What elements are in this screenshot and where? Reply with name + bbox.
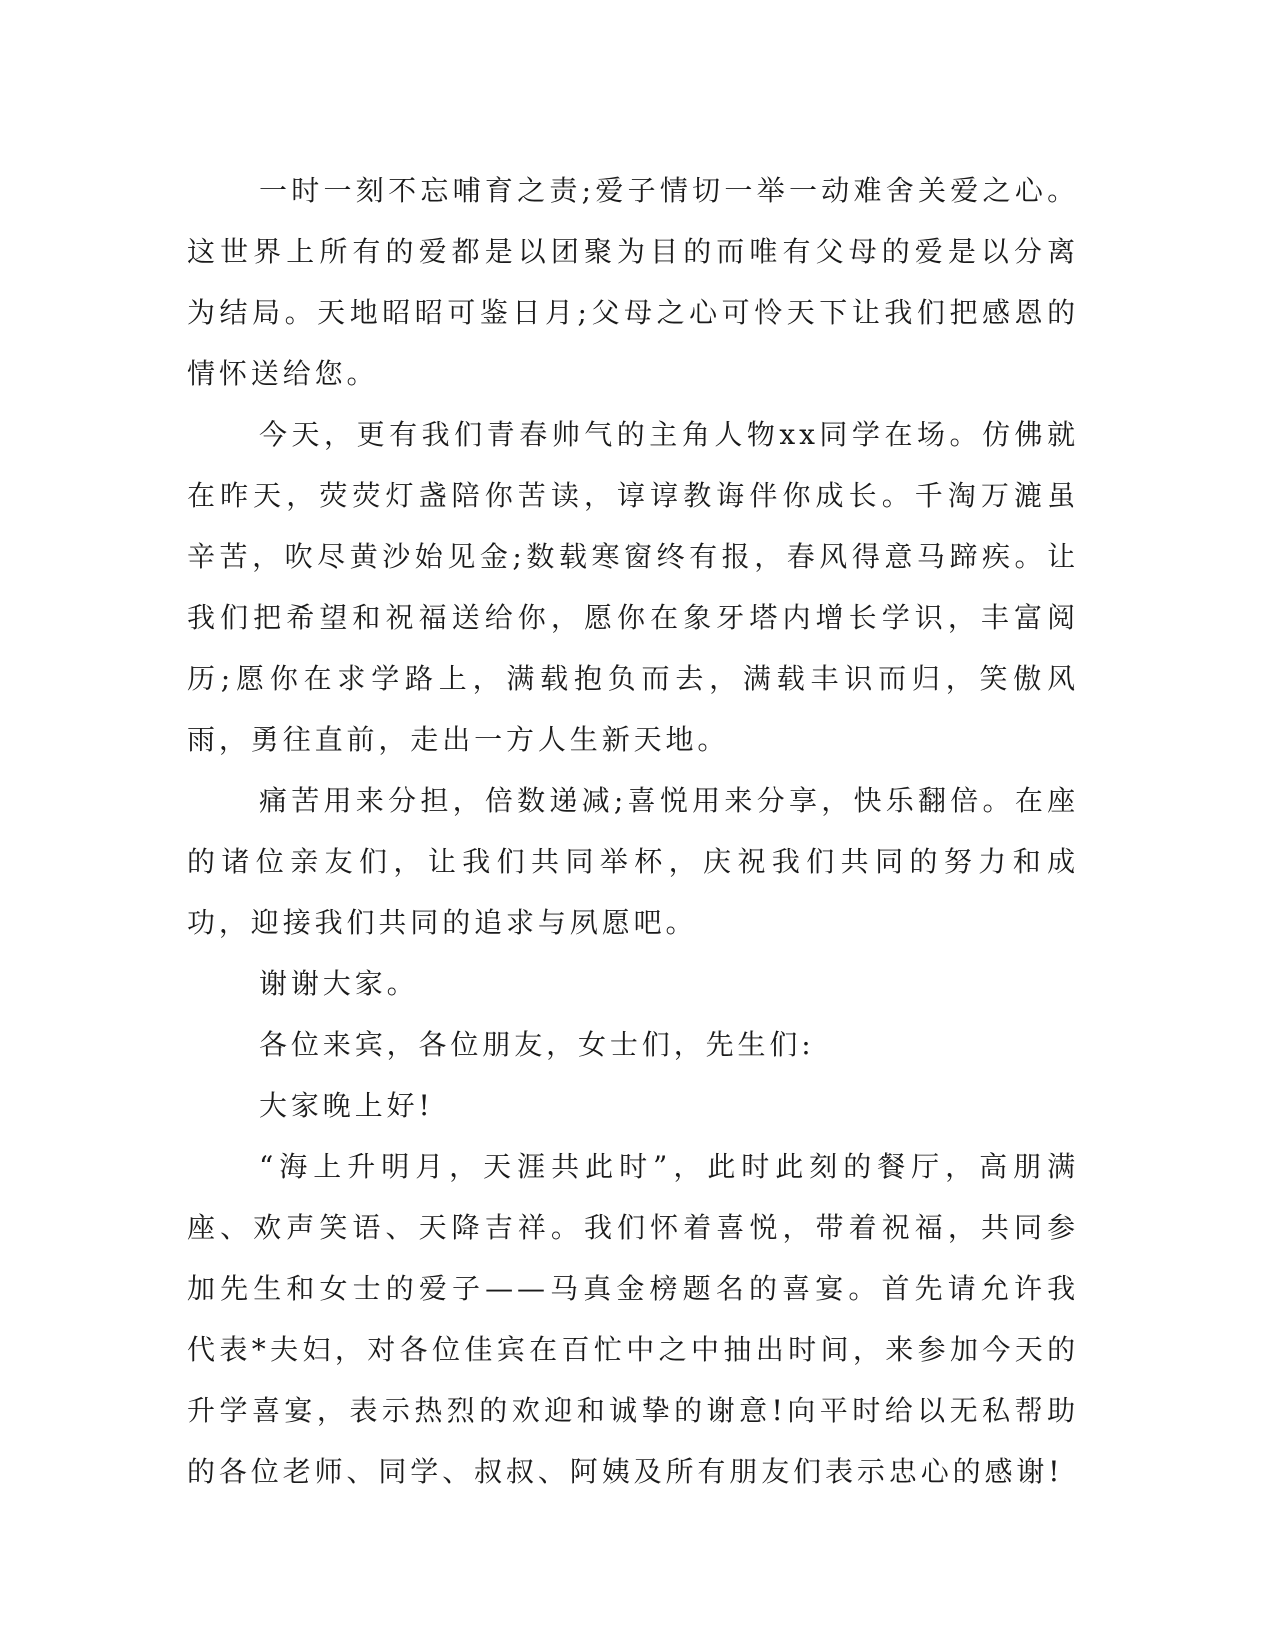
paragraph-banquet-welcome: “海上升明月，天涯共此时”，此时此刻的餐厅，高朋满座、欢声笑语、天降吉祥。我们怀着喜悦，带着祝福，共同参加先生和女士的爱子——马真金榜题名的喜宴。首先请允许我代表*夫妇，对各位佳宾在百忙中之中抽出时间，来参加今天的升学喜宴，表示热烈的欢迎和诚挚的谢意!向平时给以无私帮助的各位老师、同学、叔叔、阿姨及所有朋友们表示忠心的感谢!: [187, 1150, 1079, 1488]
paragraph-salutation: 各位来宾，各位朋友，女士们，先生们:: [259, 1028, 815, 1061]
paragraph-toast: 痛苦用来分担，倍数递减;喜悦用来分享，快乐翻倍。在座的诸位亲友们，让我们共同举杯，庆祝我们共同的努力和成功，迎接我们共同的追求与夙愿吧。: [187, 784, 1079, 939]
paragraph-thanks: 谢谢大家。: [259, 967, 419, 1000]
paragraph-student-blessing: 今天，更有我们青春帅气的主角人物xx同学在场。仿佛就在昨天，荧荧灯盏陪你苦读，谆谆教诲伴你成长。千淘万漉虽辛苦，吹尽黄沙始见金;数载寒窗终有报，春风得意马蹄疾。让我们把希望和祝福送给你，愿你在象牙塔内增长学识，丰富阅历;愿你在求学路上，满载抱负而去，满载丰识而归，笑傲风雨，勇往直前，走出一方人生新天地。: [187, 418, 1079, 756]
paragraph-parents-love: 一时一刻不忘哺育之责;爱子情切一举一动难舍关爱之心。这世界上所有的爱都是以团聚为目的而唯有父母的爱是以分离为结局。天地昭昭可鉴日月;父母之心可怜天下让我们把感恩的情怀送给您。: [187, 174, 1079, 390]
paragraph-greeting: 大家晚上好!: [259, 1089, 434, 1122]
document-body: [187, 160, 1079, 1502]
